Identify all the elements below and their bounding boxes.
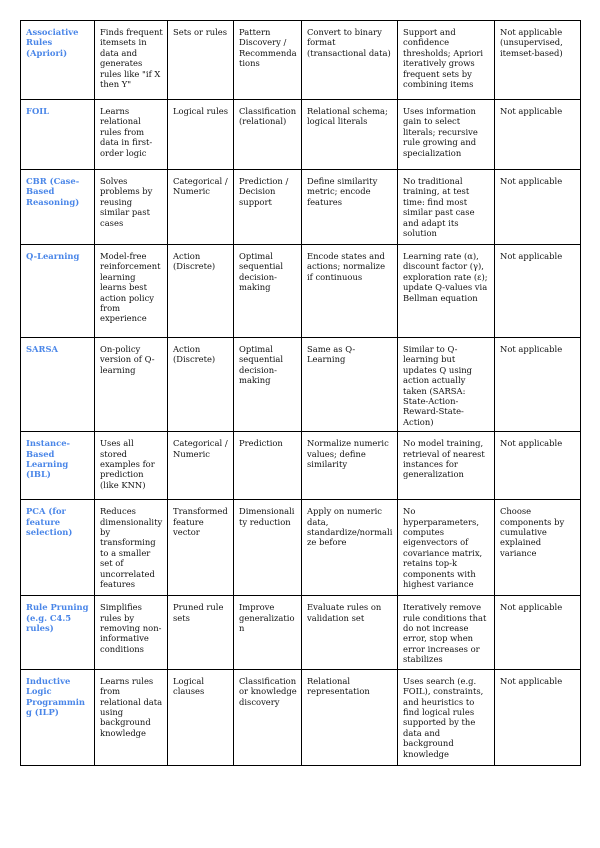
preprocessing-cell: Relational representation — [302, 669, 398, 765]
task-cell: Prediction — [234, 432, 302, 500]
task-cell: Classification or knowledge discovery — [234, 669, 302, 765]
feature-selection-cell: Not applicable — [495, 669, 581, 765]
table-row — [21, 596, 581, 669]
training-cell: Learning rate (α), discount factor (γ), exploration rate (ε); update Q-values via Bellman equation — [398, 245, 495, 338]
training-cell: Iteratively remove rule conditions that do not increase error, stop when error increases or stabilizes — [398, 596, 495, 669]
description-cell: Simplifies rules by removing non-informative conditions — [95, 596, 168, 669]
task-cell: Dimensionality reduction — [234, 500, 302, 596]
preprocessing-cell: Apply on numeric data, standardize/normalize before — [302, 500, 398, 596]
training-cell: Support and confidence thresholds; Apriori iteratively grows frequent sets by combining items — [398, 21, 495, 100]
preprocessing-cell: Define similarity metric; encode features — [302, 170, 398, 245]
table-row — [21, 338, 581, 432]
preprocessing-cell: Evaluate rules on validation set — [302, 596, 398, 669]
algorithm-name-cell: Rule Pruning (e.g. C4.5 rules) — [21, 596, 95, 669]
table-row — [21, 500, 581, 596]
output-type-cell: Logical rules — [168, 100, 234, 170]
table-row — [21, 432, 581, 500]
training-cell: Similar to Q-learning but updates Q using action actually taken (SARSA: State-Action-Reward-State-Action) — [398, 338, 495, 432]
feature-selection-cell: Choose components by cumulative explained variance — [495, 500, 581, 596]
preprocessing-cell: Same as Q-Learning — [302, 338, 398, 432]
training-cell: No hyperparameters, computes eigenvectors of covariance matrix, retains top-k components with highest variance — [398, 500, 495, 596]
task-cell: Optimal sequential decision-making — [234, 338, 302, 432]
algorithm-name-cell: CBR (Case-Based Reasoning) — [21, 170, 95, 245]
table-row — [21, 669, 581, 765]
description-cell: Reduces dimensionality by transforming to a smaller set of uncorrelated features — [95, 500, 168, 596]
feature-selection-cell: Not applicable — [495, 245, 581, 338]
algorithm-name-cell: Associative Rules (Apriori) — [21, 21, 95, 100]
algorithm-name-cell: Q-Learning — [21, 245, 95, 338]
feature-selection-cell: Not applicable — [495, 432, 581, 500]
output-type-cell: Action (Discrete) — [168, 245, 234, 338]
training-cell: No traditional training, at test time: find most similar past case and adapt its solution — [398, 170, 495, 245]
training-cell: Uses information gain to select literals; recursive rule growing and specialization — [398, 100, 495, 170]
training-cell: Uses search (e.g. FOIL), constraints, and heuristics to find logical rules supported by the data and background knowledge — [398, 669, 495, 765]
preprocessing-cell: Convert to binary format (transactional data) — [302, 21, 398, 100]
description-cell: On-policy version of Q-learning — [95, 338, 168, 432]
algorithm-name-cell: Inductive Logic Programming (ILP) — [21, 669, 95, 765]
output-type-cell: Pruned rule sets — [168, 596, 234, 669]
output-type-cell: Categorical / Numeric — [168, 432, 234, 500]
preprocessing-cell: Encode states and actions; normalize if continuous — [302, 245, 398, 338]
output-type-cell: Sets or rules — [168, 21, 234, 100]
table-row — [21, 100, 581, 170]
task-cell: Optimal sequential decision-making — [234, 245, 302, 338]
table-row — [21, 245, 581, 338]
task-cell: Classification (relational) — [234, 100, 302, 170]
output-type-cell: Action (Discrete) — [168, 338, 234, 432]
output-type-cell: Transformed feature vector — [168, 500, 234, 596]
description-cell: Model-free reinforcement learning learns best action policy from experience — [95, 245, 168, 338]
algorithm-name-cell: SARSA — [21, 338, 95, 432]
training-cell: No model training, retrieval of nearest instances for generalization — [398, 432, 495, 500]
feature-selection-cell: Not applicable — [495, 100, 581, 170]
output-type-cell: Categorical / Numeric — [168, 170, 234, 245]
description-cell: Solves problems by reusing similar past cases — [95, 170, 168, 245]
feature-selection-cell: Not applicable — [495, 338, 581, 432]
table-row — [21, 21, 581, 100]
description-cell: Finds frequent itemsets in data and generates rules like "if X then Y" — [95, 21, 168, 100]
feature-selection-cell: Not applicable — [495, 596, 581, 669]
table-row — [21, 170, 581, 245]
task-cell: Pattern Discovery / Recommendations — [234, 21, 302, 100]
algorithms-table — [20, 20, 581, 766]
description-cell: Learns relational rules from data in first-order logic — [95, 100, 168, 170]
task-cell: Prediction / Decision support — [234, 170, 302, 245]
description-cell: Learns rules from relational data using background knowledge — [95, 669, 168, 765]
preprocessing-cell: Relational schema; logical literals — [302, 100, 398, 170]
algorithm-name-cell: FOIL — [21, 100, 95, 170]
preprocessing-cell: Normalize numeric values; define similarity — [302, 432, 398, 500]
task-cell: Improve generalization — [234, 596, 302, 669]
feature-selection-cell: Not applicable (unsupervised, itemset-based) — [495, 21, 581, 100]
description-cell: Uses all stored examples for prediction (like KNN) — [95, 432, 168, 500]
algorithm-name-cell: Instance-Based Learning (IBL) — [21, 432, 95, 500]
feature-selection-cell: Not applicable — [495, 170, 581, 245]
algorithm-name-cell: PCA (for feature selection) — [21, 500, 95, 596]
output-type-cell: Logical clauses — [168, 669, 234, 765]
